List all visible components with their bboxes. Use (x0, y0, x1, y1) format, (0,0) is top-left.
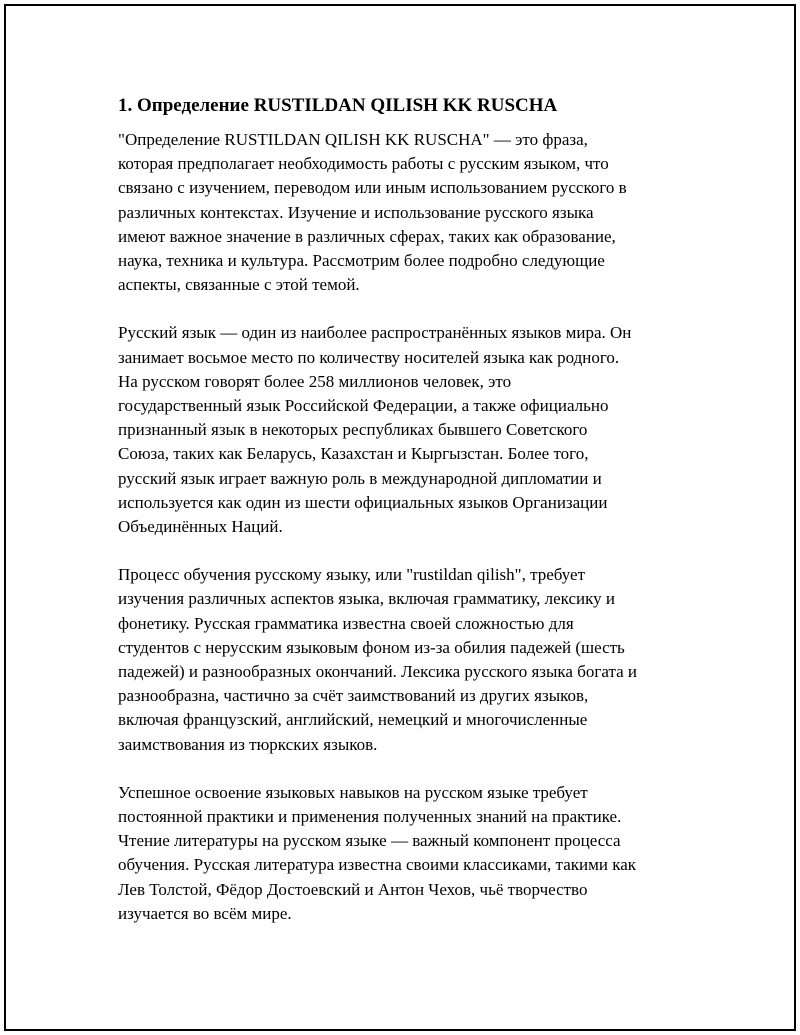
paragraph-learning-process: Процесс обучения русскому языку, или "rustildan qilish", требует изучения различных аспектов языка, включая грамматику, лексику и фонетику. Русская грамматика известна своей сложностью для студентов с нерусским языковым фоном из-за обилия падежей (шесть падежей) и разнообразных окончаний. Лексика русского языка богата и разнообразна, частично за счёт заимствований из других языков, включая французский, английский, немецкий и многочисленные заимствования из тюркских языков. (118, 565, 637, 754)
paragraph-practice: Успешное освоение языковых навыков на русском языке требует постоянной практики и применения полученных знаний на практике. Чтение литературы на русском языке — важный компонент процесса обучения. Русская литература известна своими классиками, такими как Лев Толстой, Фёдор Достоевский и Антон Чехов, чьё творчество изучается во всём мире. (118, 782, 637, 923)
section-heading: 1. Определение RUSTILDAN QILISH KK RUSCHA (118, 95, 558, 116)
paragraph-intro: "Определение RUSTILDAN QILISH KK RUSCHA" — это фраза, которая предполагает необходимость работы с русским языком, что связано с изучением, переводом или иным использованием русского в различных контекстах. Изучение и использование русского языка имеют важное значение в различных сферах, таких как образование, наука, техника и культура. Рассмотрим более подробно следующие аспекты, связанные с этой темой. (118, 130, 627, 295)
paragraph-russian-language: Русский язык — один из наиболее распространённых языков мира. Он занимает восьмое место по количеству носителей языка как родного. На русском говорят более 258 миллионов человек, это государственный язык Российской Федерации, а также официально признанный язык в некоторых республиках бывшего Советского Союза, таких как Беларусь, Казахстан и Кыргызстан. Более того, русский язык играет важную роль в международной дипломатии и используется как один из шести официальных языков Организации Объединённых Наций. (118, 323, 632, 537)
document-body (118, 94, 698, 950)
